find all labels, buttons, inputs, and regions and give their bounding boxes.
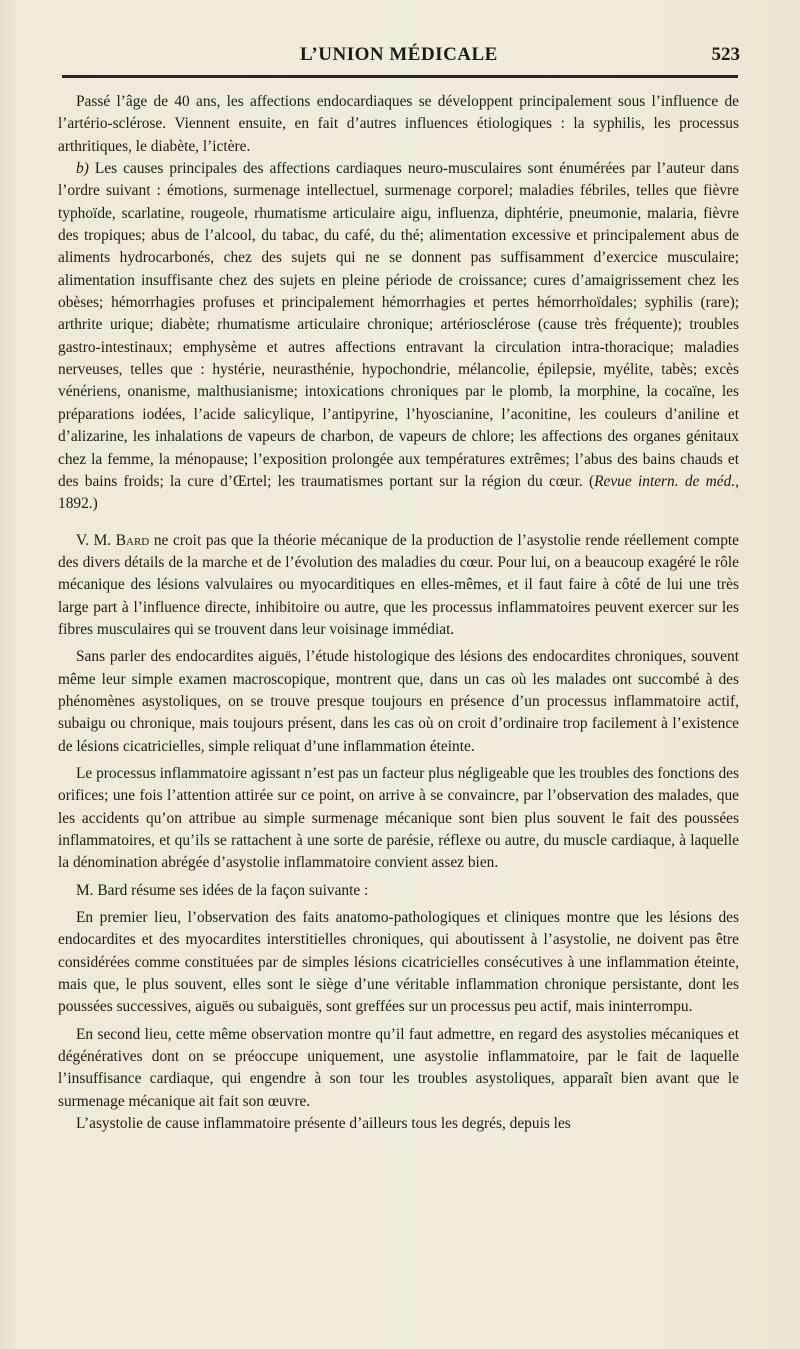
paragraph-8: En second lieu, cette même observation montre qu’il faut admettre, en regard des asystolies mécaniques et dégénératives dont on se préoccupe uniquement, une asystolie inflammatoire, par le fait de laquelle l’insuffisance cardiaque, qui engendre à son tour les troubles asystoliques, apparaît bien avant que le surmenage mécanique ait fait son œuvre. [58,1025,739,1110]
page-header [0,44,800,74]
paragraph-9: L’asystolie de cause inflammatoire présente d’ailleurs tous les degrés, depuis les [76,1115,571,1133]
paragraph-2 [58,158,739,516]
header-rule [62,75,738,78]
paragraph-3 [58,530,739,642]
citation-journal: Revue intern. de méd. [594,472,736,490]
running-title: L’UNION MÉDICALE [300,44,498,65]
paragraph-5: Le processus inflammatoire agissant n’est pas un facteur plus négligeable que les troubles des fonctions des orifices; une fois l’attention attirée sur ce point, on arrive à se convaincre, par l’observation des malades, que les accidents qu’on attribue au simple surmenage mécanique sont bien plus souvent le fait des poussées inflammatoires, et qu’ils se rattachent à une sorte de parésie, réflexe ou autre, du muscle cardiaque, à laquelle la dénomination abrégée d’asystolie inflammatoire convient assez bien. [58,764,739,872]
paragraph-6: M. Bard résume ses idées de la façon suivante : [76,881,369,899]
paragraph-1: Passé l’âge de 40 ans, les affections endocardiaques se développent principalement sous l’influence de l’artério-sclérose. Viennent ensuite, en fait d’autres influences étiologiques : la syphilis, les processus arthritiques, le diabète, l’ictère. [58,93,739,155]
paragraph-7: En premier lieu, l’observation des faits anatomo-pathologiques et cliniques montre que les lésions des endocardites et des myocardites interstitielles chroniques, qui aboutissent à l’asystolie, ne doivent pas être considérées comme constituées par de simples lésions cicatricielles consécutives à une inflammation éteinte, mais que, le plus souvent, elles sont le siège d’une véritable inflammation chronique persistante, dont les poussées successives, aiguës ou subaiguës, sont greffées sur un processus peu actif, mais ininterrompu. [58,909,739,1016]
page-number: 523 [711,44,740,65]
paragraph-2-text: Les causes principales des affections cardiaques neuro-musculaires sont énumérées par l’auteur dans l’ordre suivant : émotions, surmenage intellectuel, surmenage corporel; maladies fébriles, telles que fièvre typhoïde, scarlatine, rougeole, rhumatisme articulaire aigu, influenza, diphtérie, pneumonie, malaria, fièvre des tropiques; abus de l’alcool, du tabac, du café, du thé; alimentation excessive et principalement abus de aliments hydrocarbonés, chez des sujets qui ne se donnent pas suffisamment d’exercice musculaire; alimentation insuffisante chez des sujets en pleine période de croissance; cures d’amaigrissement chez les obèses; hémorrhagies profuses et principalement hémorrhagies et pertes hémorrhoïdales; syphilis (rare); arthrite urique; diabète; rhumatisme articulaire chronique; artériosclérose (cause très fréquente); troubles gastro-intestinaux; emphysème et autres affections entravant la circulation intra-thoracique; maladies nerveuses, telles que : hystérie, neurasthénie, hypochondrie, mélancolie, épilepsie, myélite, tabès; excès vénériens, onanisme, malthusianisme; intoxications chroniques par le plomb, la morphine, la cocaïne, les préparations iodées, l’acide salicylique, l’antipyrine, l’hyoscianine, l’aconitine, les couleurs d’aniline et d’alizarine, les inhalations de vapeurs de charbon, de vapeurs de chlore; les affections des organes génitaux chez la femme, la ménopause; l’exposition prolongée aux températures extrêmes; l’abus des bains chauds et des bains froids; la cure d’Œrtel; les traumatismes portant sur la région du cœur. ( [58,160,739,490]
author-name: Bard [115,531,150,549]
paragraph-4: Sans parler des endocardites aiguës, l’étude histologique des lésions des endocardites chroniques, souvent même leur simple examen macroscopique, montrent que, dans un cas où les malades ont succombé à des phénomènes asystoliques, on se trouve presque toujours en présence d’un processus inflammatoire actif, subaigu ou chronique, mais toujours présent, dans les cas où on croit d’ordinaire trop facilement à l’existence de lésions cicatricielles, simple reliquat d’une inflammation éteinte. [58,648,739,755]
paragraph-3-prefix: V. M. [76,531,116,549]
paragraph-3-text: ne croit pas que la théorie mécanique de la production de l’asystolie rende réellement compte des divers détails de la marche et de l’évolution des maladies du cœur. Pour lui, on a beaucoup exagéré le rôle mécanique des lésions valvulaires ou myocarditiques en elles-mêmes, et il faut faire à côté de lui une très large part à l’influence directe, inhibitoire ou autre, que les processus inflammatoires peuvent exercer sur les fibres musculaires qui se trouvent dans leur voisinage immédiat. [58,531,739,638]
paragraph-2-tail: , 1892.) [58,472,739,513]
paragraph-2-label: b) [76,160,89,178]
article-body [58,91,739,1135]
